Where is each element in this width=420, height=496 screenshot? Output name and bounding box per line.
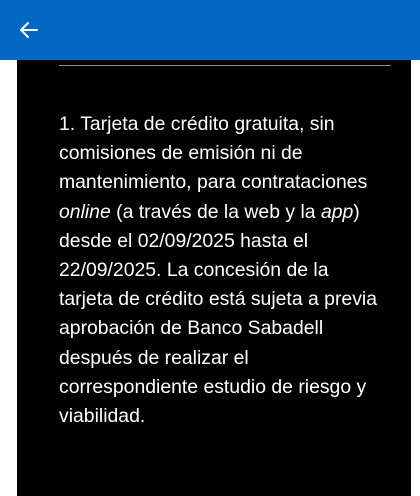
- legal-note-app: app: [320, 200, 354, 223]
- legal-note-text: (a través de la web y la: [110, 200, 321, 223]
- app-header: [0, 0, 420, 60]
- legal-notes-panel: [17, 60, 411, 496]
- back-button[interactable]: [12, 13, 46, 47]
- legal-note-1: [59, 110, 379, 431]
- arrow-left-icon: [17, 18, 41, 42]
- legal-note-text: ) desde el 02/09/2025 hasta el 22/09/2025. La concesión de la tarjeta de crédito está sujeta a previa aprobación de Banco Sabadell después de realizar el correspondiente estudio de riesgo y viabilidad.: [59, 200, 377, 428]
- legal-note-online: online: [59, 200, 111, 223]
- legal-note-text: 1. Tarjeta de crédito gratuita, sin comisiones de emisión ni de mantenimiento, para contrataciones: [59, 113, 368, 194]
- divider: [59, 65, 391, 66]
